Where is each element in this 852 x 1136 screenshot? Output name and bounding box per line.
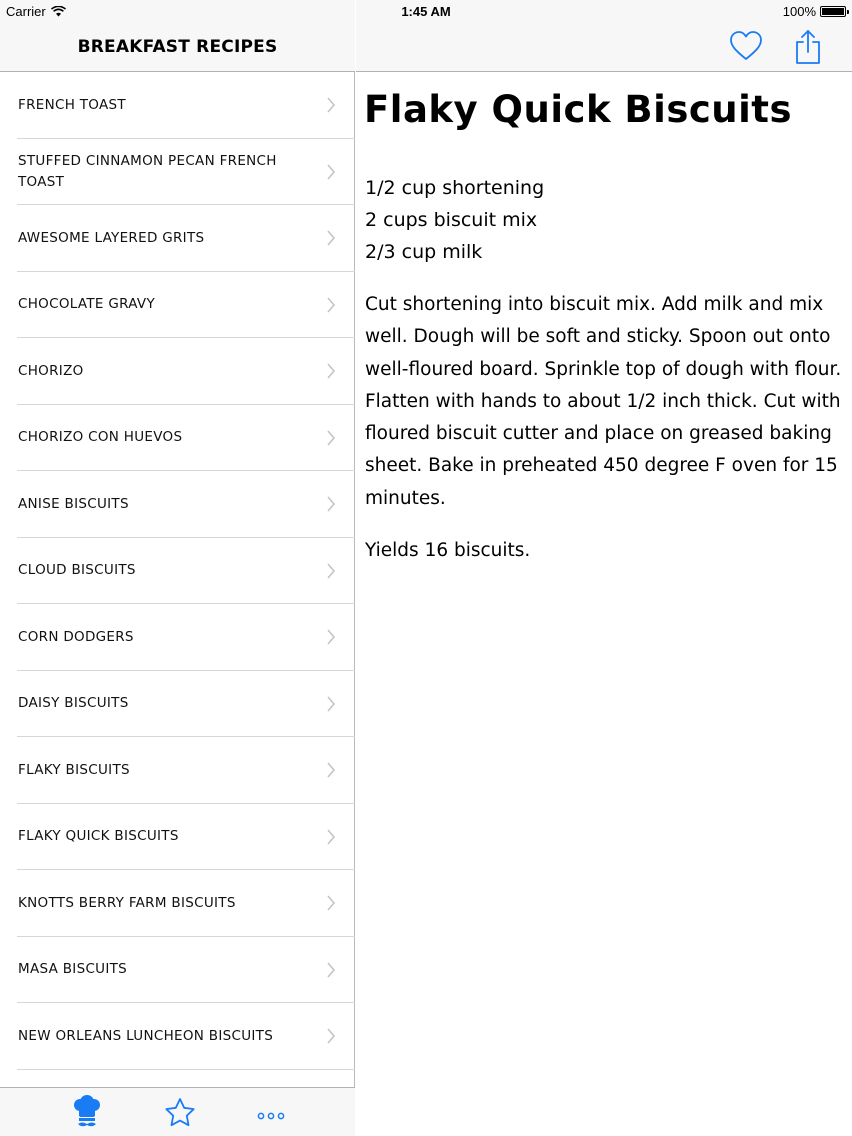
list-item[interactable] bbox=[0, 937, 355, 1004]
recipe-yield: Yields 16 biscuits. bbox=[365, 540, 531, 561]
chevron-right-icon bbox=[324, 627, 338, 647]
tab-bar bbox=[0, 1087, 355, 1136]
chevron-right-icon bbox=[324, 893, 338, 913]
list-item[interactable] bbox=[0, 205, 355, 272]
list-item[interactable] bbox=[0, 737, 355, 804]
battery-icon bbox=[820, 6, 846, 17]
list-item[interactable] bbox=[0, 604, 355, 671]
chevron-right-icon bbox=[324, 228, 338, 248]
chef-hat-icon bbox=[67, 1094, 107, 1130]
recipe-list[interactable] bbox=[0, 72, 355, 1087]
list-item[interactable] bbox=[0, 405, 355, 472]
recipe-name: AWESOME LAYERED GRITS bbox=[18, 229, 205, 246]
recipe-detail-panel bbox=[356, 0, 852, 1136]
carrier-label: Carrier bbox=[6, 4, 46, 19]
ingredient-list bbox=[365, 172, 544, 268]
recipe-name: FLAKY BISCUITS bbox=[18, 761, 130, 778]
chevron-right-icon bbox=[324, 494, 338, 514]
list-item[interactable] bbox=[0, 338, 355, 405]
ingredient-item: 2 cups biscuit mix bbox=[365, 209, 538, 231]
chevron-right-icon bbox=[324, 827, 338, 847]
more-dots-icon bbox=[251, 1094, 291, 1130]
recipe-name: NEW ORLEANS LUNCHEON BISCUITS bbox=[18, 1027, 274, 1044]
battery-level bbox=[822, 8, 844, 15]
recipe-name: FRENCH TOAST bbox=[18, 96, 126, 113]
star-icon bbox=[160, 1094, 200, 1130]
recipe-instructions: Cut shortening into biscuit mix. Add milk and mix well. Dough will be soft and sticky. Spoon out onto well-floured board. Sprinkle top of dough with flour. Flatten with hands to about 1/2 inch thick. Cut with floured biscuit cutter and place on greased baking sheet. Bake in preheated 450 degree F oven for 15 minutes. bbox=[365, 294, 842, 509]
share-button[interactable] bbox=[790, 28, 826, 66]
recipe-name: STUFFED CINNAMON PECAN FRENCH TOAST bbox=[18, 152, 277, 190]
tab-recipes[interactable] bbox=[67, 1094, 107, 1130]
tab-favorites[interactable] bbox=[160, 1094, 200, 1130]
share-icon bbox=[790, 28, 826, 66]
list-item[interactable] bbox=[0, 1003, 355, 1070]
status-right bbox=[783, 4, 846, 19]
battery-percent: 100% bbox=[782, 4, 816, 19]
page-title: BREAKFAST RECIPES bbox=[77, 37, 278, 57]
chevron-right-icon bbox=[324, 295, 338, 315]
recipe-name: DAISY BISCUITS bbox=[18, 695, 129, 712]
chevron-right-icon bbox=[324, 95, 338, 115]
recipe-name: CLOUD BISCUITS bbox=[18, 562, 136, 579]
recipe-name: KNOTTS BERRY FARM BISCUITS bbox=[18, 894, 236, 911]
chevron-right-icon bbox=[324, 561, 338, 581]
list-item[interactable] bbox=[0, 72, 355, 139]
chevron-right-icon bbox=[324, 162, 338, 182]
recipe-list-panel bbox=[0, 0, 355, 1136]
chevron-right-icon bbox=[324, 1026, 338, 1046]
list-item[interactable] bbox=[0, 870, 355, 937]
recipe-name: CHOCOLATE GRAVY bbox=[18, 296, 155, 313]
heart-icon bbox=[728, 28, 764, 66]
tab-more[interactable] bbox=[251, 1094, 291, 1130]
chevron-right-icon bbox=[324, 361, 338, 381]
recipe-name: CORN DODGERS bbox=[18, 628, 134, 645]
list-item[interactable] bbox=[0, 671, 355, 738]
recipe-name: CHORIZO bbox=[18, 362, 84, 379]
recipe-title: Flaky Quick Biscuits bbox=[364, 88, 793, 131]
favorite-button[interactable] bbox=[728, 28, 764, 66]
chevron-right-icon bbox=[324, 960, 338, 980]
ingredient-item: 1/2 cup shortening bbox=[365, 177, 545, 199]
chevron-right-icon bbox=[324, 694, 338, 714]
list-item[interactable] bbox=[0, 538, 355, 605]
list-item[interactable] bbox=[0, 139, 355, 206]
status-time: 1:45 AM bbox=[401, 4, 451, 19]
recipe-name: MASA BISCUITS bbox=[18, 961, 128, 978]
status-bar bbox=[0, 0, 852, 24]
recipe-name: FLAKY QUICK BISCUITS bbox=[18, 828, 179, 845]
recipe-name: ANISE BISCUITS bbox=[18, 495, 129, 512]
ingredient-item: 2/3 cup milk bbox=[365, 241, 483, 263]
chevron-right-icon bbox=[324, 760, 338, 780]
chevron-right-icon bbox=[324, 428, 338, 448]
list-item[interactable] bbox=[0, 272, 355, 339]
recipe-name: CHORIZO CON HUEVOS bbox=[18, 429, 183, 446]
list-item[interactable] bbox=[0, 471, 355, 538]
list-item[interactable] bbox=[0, 804, 355, 871]
